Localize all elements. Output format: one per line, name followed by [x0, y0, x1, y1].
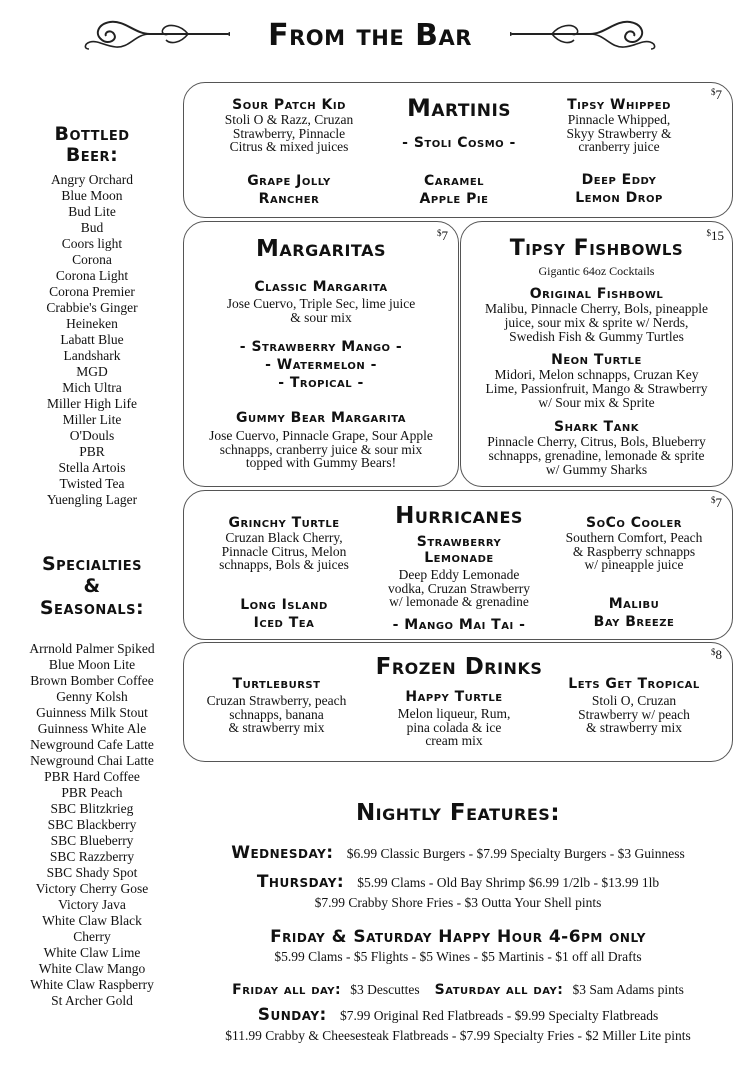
long-island-line-1: Long Island	[240, 597, 328, 613]
list-item: MGD	[76, 364, 108, 379]
list-item: White Claw Raspberry	[30, 977, 154, 992]
strawberry-lemonade-item	[369, 534, 549, 609]
grinchy-turtle-desc-1: Cruzan Black Cherry,	[225, 530, 343, 545]
turtleburst-name: Turtleburst	[232, 676, 321, 692]
hurricanes-price: $7	[711, 495, 722, 510]
list-item: White Claw Lime	[43, 945, 141, 960]
thursday-text-2: $7.99 Crabby Shore Fries - $3 Outta Your Shell pints	[314, 895, 602, 910]
original-fishbowl-desc-1: Malibu, Pinnacle Cherry, Bols, pineapple	[485, 301, 708, 316]
sunday-label: Sunday:	[257, 1005, 327, 1025]
header-ornament-left	[80, 14, 230, 54]
list-item: Labatt Blue	[60, 332, 124, 347]
long-island-line-2: Iced Tea	[253, 615, 315, 631]
turtleburst-desc-3: & strawberry mix	[228, 720, 325, 735]
grape-jolly-line-2: Rancher	[258, 191, 320, 207]
saturday-all-day-label: Saturday all day:	[434, 982, 564, 998]
list-item: Arrnold Palmer Spiked	[29, 641, 155, 656]
original-fishbowl-name: Original Fishbowl	[529, 286, 664, 302]
strawberry-mango: - Strawberry Mango -	[239, 339, 403, 355]
list-item: Blue Moon	[61, 188, 123, 203]
sour-patch-desc-1: Stoli O & Razz, Cruzan	[224, 112, 354, 127]
gummy-bear-desc-2: schnapps, cranberry juice & sour mix	[219, 442, 423, 457]
happy-turtle-desc-2: pina colada & ice	[406, 719, 502, 735]
specialties-heading-line-3: Seasonals:	[39, 597, 145, 619]
grinchy-turtle-name: Grinchy Turtle	[228, 515, 340, 531]
list-item: Yuengling Lager	[46, 492, 138, 507]
list-item: Blue Moon Lite	[48, 657, 136, 672]
margaritas-price: $7	[437, 228, 448, 243]
list-item: Victory Cherry Gose	[35, 881, 149, 896]
list-item: PBR	[79, 444, 105, 459]
long-island-item	[199, 596, 369, 632]
shark-tank-name: Shark Tank	[554, 419, 639, 435]
tipsy-whipped-desc-2: Skyy Strawberry &	[566, 125, 672, 141]
hurricanes-title: Hurricanes	[395, 503, 523, 529]
grape-jolly-line-1: Grape Jolly	[247, 173, 331, 189]
bottled-list	[10, 172, 174, 508]
list-item: Twisted Tea	[59, 476, 125, 491]
list-item: SBC Blitzkrieg	[50, 801, 134, 816]
happy-turtle-desc-3: cream mix	[425, 733, 483, 748]
list-item: Miller High Life	[47, 396, 137, 411]
happy-hour-heading: Friday & Saturday Happy Hour 4-6pm only	[270, 927, 646, 947]
friday-all-day-text: $3 Descuttes	[350, 982, 420, 997]
malibu-item	[549, 595, 719, 631]
malibu-line-2: Bay Breeze	[593, 614, 675, 630]
original-fishbowl-desc-3: Swedish Fish & Gummy Turtles	[509, 329, 684, 344]
all-day-row	[183, 979, 733, 998]
thursday-row	[183, 872, 733, 892]
neon-turtle-desc-3: w/ Sour mix & Sprite	[538, 395, 655, 410]
tipsy-whipped-desc-3: cranberry juice	[578, 139, 660, 154]
specialties-list	[6, 641, 178, 1009]
frozen-price: $8	[711, 647, 722, 662]
wednesday-text: $6.99 Classic Burgers - $7.99 Specialty Burgers - $3 Guinness	[346, 846, 685, 861]
list-item: SBC Blueberry	[50, 833, 134, 848]
list-item: Cherry	[73, 929, 111, 944]
watermelon: - Watermelon -	[265, 357, 377, 373]
strawberry-lemonade-desc-1: Deep Eddy Lemonade	[398, 567, 520, 582]
list-item: Heineken	[66, 316, 118, 331]
deep-eddy-line-1: Deep Eddy	[581, 172, 657, 188]
classic-margarita-name: Classic Margarita	[254, 279, 388, 295]
tropical: - Tropical -	[278, 375, 364, 391]
strawberry-lemonade-desc-2: vodka, Cruzan Strawberry	[387, 580, 531, 596]
lets-get-tropical-name: Lets Get Tropical	[568, 676, 700, 692]
shark-tank-desc-1: Pinnacle Cherry, Citrus, Bols, Blueberry	[487, 434, 706, 449]
soco-cooler-item	[544, 515, 724, 572]
deep-eddy-line-2: Lemon Drop	[575, 190, 663, 206]
list-item: Miller Lite	[62, 412, 122, 427]
fishbowls-subtitle: Gigantic 64oz Cocktails	[538, 264, 655, 278]
sunday-row	[183, 1005, 733, 1025]
martinis-price: $7	[711, 87, 722, 102]
fishbowls-title: Tipsy Fishbowls	[509, 236, 684, 261]
hurricanes-box	[183, 490, 733, 640]
sunday-text-1: $7.99 Original Red Flatbreads - $9.99 Specialty Flatbreads	[339, 1008, 659, 1023]
list-item: Corona Premier	[49, 284, 135, 299]
neon-turtle-desc-2: Lime, Passionfruit, Mango & Strawberry	[485, 381, 708, 396]
tipsy-whipped-desc-1: Pinnacle Whipped,	[567, 112, 671, 127]
neon-turtle-name: Neon Turtle	[551, 352, 642, 368]
grinchy-turtle-desc-2: Pinnacle Citrus, Melon	[221, 543, 347, 559]
turtleburst-desc-1: Cruzan Strawberry, peach	[206, 693, 347, 708]
frozen-title: Frozen Drinks	[375, 654, 543, 680]
list-item: Crabbie's Ginger	[46, 300, 138, 315]
lets-get-tropical-item	[539, 676, 729, 735]
list-item: SBC Blackberry	[47, 817, 137, 832]
margaritas-box	[183, 221, 459, 487]
turtleburst-desc-2: schnapps, banana	[229, 706, 324, 722]
shark-tank-desc-3: w/ Gummy Sharks	[545, 462, 648, 477]
frozen-box	[183, 642, 733, 762]
neon-turtle-desc-1: Midori, Melon schnapps, Cruzan Key	[494, 367, 699, 382]
soco-cooler-desc-2: & Raspberry schnapps	[572, 543, 696, 559]
stoli-cosmo: - Stoli Cosmo -	[402, 135, 516, 151]
specialties-heading-line-2: &	[83, 575, 101, 597]
specialties-heading	[10, 553, 174, 619]
caramel-apple-line-1: Caramel	[423, 173, 485, 189]
list-item: Corona	[72, 252, 112, 267]
list-item: Genny Kolsh	[56, 689, 128, 704]
list-item: White Claw Black	[42, 913, 142, 928]
happy-turtle-desc-1: Melon liqueur, Rum,	[397, 706, 511, 721]
tipsy-whipped-name: Tipsy Whipped	[567, 97, 671, 113]
classic-margarita-desc-2: & sour mix	[290, 310, 352, 325]
friday-all-day-label: Friday all day:	[232, 982, 342, 998]
happy-turtle-name: Happy Turtle	[405, 689, 503, 705]
caramel-apple-line-2: Apple Pie	[419, 191, 489, 207]
margaritas-title: Margaritas	[256, 236, 386, 262]
martinis-box	[183, 82, 733, 218]
list-item: O'Douls	[69, 428, 115, 443]
strawberry-lemonade-desc-3: w/ lemonade & grenadine	[389, 594, 529, 609]
list-item: PBR Hard Coffee	[44, 769, 140, 784]
list-item: SBC Shady Spot	[46, 865, 138, 880]
thursday-text-1: $5.99 Clams - Old Bay Shrimp $6.99 1/2lb - $13.99 1lb	[357, 875, 660, 890]
caramel-apple-item	[379, 172, 529, 208]
original-fishbowl-desc-2: juice, sour mix & sprite w/ Nerds,	[504, 315, 689, 330]
soco-cooler-desc-3: w/ pineapple juice	[584, 557, 684, 572]
list-item: Newground Cafe Latte	[30, 737, 154, 752]
tipsy-whipped-item	[534, 97, 704, 154]
soco-cooler-desc-1: Southern Comfort, Peach	[565, 530, 703, 545]
list-item: St Archer Gold	[51, 993, 133, 1008]
list-item: Guinness White Ale	[37, 721, 147, 736]
strawberry-lemonade-name-2: Lemonade	[424, 550, 494, 566]
deep-eddy-item	[539, 171, 699, 207]
page-title: From the Bar	[268, 18, 472, 53]
list-item: Landshark	[63, 348, 121, 363]
malibu-line-1: Malibu	[608, 596, 660, 612]
gummy-bear-desc-3: topped with Gummy Bears!	[245, 455, 397, 470]
lets-get-tropical-desc-1: Stoli O, Cruzan	[591, 693, 677, 708]
nightly-title: Nightly Features:	[355, 800, 561, 826]
sour-patch-name: Sour Patch Kid	[232, 97, 346, 113]
list-item: Victory Java	[58, 897, 126, 912]
list-item: Newground Chai Latte	[30, 753, 154, 768]
happy-turtle-item	[369, 689, 539, 748]
list-item: Bud Lite	[68, 204, 116, 219]
sour-patch-desc-3: Citrus & mixed juices	[229, 139, 349, 154]
strawberry-lemonade-name-1: Strawberry	[416, 534, 502, 550]
list-item: Guinness Milk Stout	[36, 705, 148, 720]
grinchy-turtle-item	[194, 515, 374, 572]
specialties-heading-line-1: Specialties	[41, 553, 143, 575]
list-item: Angry Orchard	[50, 172, 134, 187]
list-item: Bud	[80, 220, 104, 235]
wednesday-row	[183, 843, 733, 863]
list-item: PBR Peach	[61, 785, 123, 800]
fishbowls-box	[460, 221, 733, 487]
lets-get-tropical-desc-2: Strawberry w/ peach	[578, 706, 690, 722]
turtleburst-item	[189, 676, 364, 735]
bottled-heading: Bottled Beer:	[54, 123, 130, 166]
soco-cooler-name: SoCo Cooler	[586, 515, 682, 531]
list-item: Mich Ultra	[62, 380, 122, 395]
header-ornament-right	[510, 14, 660, 54]
martinis-title: Martinis	[406, 94, 512, 122]
gummy-bear-desc-1: Jose Cuervo, Pinnacle Grape, Sour Apple	[209, 428, 433, 443]
shark-tank-desc-2: schnapps, grenadine, lemonade & sprite	[488, 448, 705, 463]
sour-patch-item	[194, 97, 384, 154]
happy-hour-text: $5.99 Clams - $5 Flights - $5 Wines - $5 Martinis - $1 off all Drafts	[274, 949, 642, 964]
lets-get-tropical-desc-3: & strawberry mix	[586, 720, 682, 735]
list-item: Stella Artois	[58, 460, 126, 475]
list-item: SBC Razzberry	[49, 849, 135, 864]
fishbowls-price: $15	[706, 228, 724, 243]
list-item: Brown Bomber Coffee	[30, 673, 154, 688]
saturday-all-day-text: $3 Sam Adams pints	[572, 982, 684, 997]
mango-mai-tai: - Mango Mai Tai -	[392, 617, 526, 633]
sunday-text-2: $11.99 Crabby & Cheesesteak Flatbreads - $7.99 Specialty Fries - $2 Miller Lite pints	[225, 1028, 691, 1043]
thursday-label: Thursday:	[256, 872, 345, 892]
grape-jolly-item	[209, 172, 369, 208]
grinchy-turtle-desc-3: schnapps, Bols & juices	[219, 557, 349, 572]
gummy-bear-name: Gummy Bear Margarita	[236, 410, 406, 426]
list-item: Coors light	[61, 236, 123, 251]
classic-margarita-desc-1: Jose Cuervo, Triple Sec, lime juice	[226, 296, 416, 311]
sour-patch-desc-2: Strawberry, Pinnacle	[232, 125, 346, 141]
list-item: White Claw Mango	[38, 961, 146, 976]
wednesday-label: Wednesday:	[231, 843, 334, 863]
list-item: Corona Light	[55, 268, 129, 283]
